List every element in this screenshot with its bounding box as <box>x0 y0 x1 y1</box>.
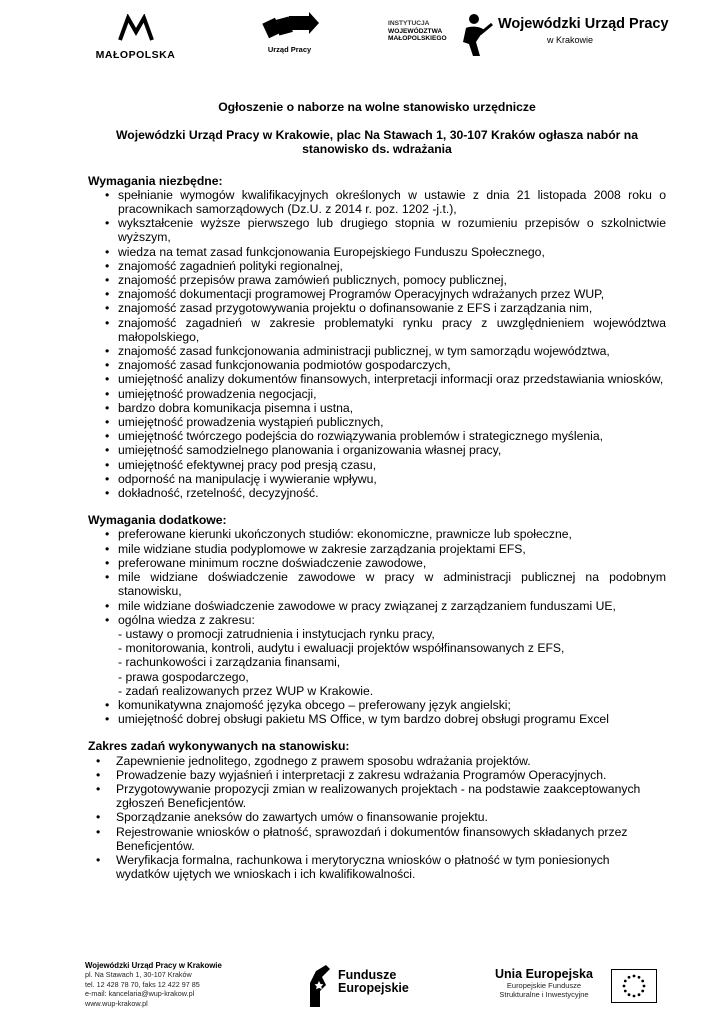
list-item: • znajomość zagadnień polityki regionalnej, <box>88 259 666 273</box>
eu-title: Unia Europejska <box>495 967 593 981</box>
footer-email[interactable]: e-mail: kancelaria@wup-krakow.pl <box>85 989 195 999</box>
knowledge-subitem: - monitorowania, kontroli, audytu i ewaluacji projektów współfinansowanych z EFS, <box>118 641 565 656</box>
list-item: • Rejestrowanie wniosków o płatność, sprawozdań i dokumentów finansowych składanych przez Beneficjentów. <box>88 825 666 853</box>
institution-label <box>388 20 454 43</box>
wup-logo <box>460 12 669 63</box>
list-item: • Sporządzanie aneksów do zawartych umów o finansowanie projektu. <box>88 810 666 824</box>
tasks-heading: Zakres zadań wykonywanych na stanowisku: <box>88 739 350 754</box>
list-item: • mile widziane studia podyplomowe w zakresie zarządzania projektami EFS, <box>88 542 666 556</box>
knowledge-subitem: - rachunkowości i zarządzania finansami, <box>118 655 341 670</box>
list-item: • Przygotowywanie propozycji zmian w realizowanych projektach - na podstawie zaakceptowanych zgłoszeń Beneficjentów. <box>88 782 666 810</box>
list-item: • umiejętność samodzielnego planowania i organizowania własnej pracy, <box>88 443 666 457</box>
wup-city: w Krakowie <box>547 35 594 45</box>
page-title: Ogłoszenie o naborze na wolne stanowisko urzędnicze <box>218 100 536 114</box>
list-item: • bardzo dobra komunikacja pisemna i ustna, <box>88 401 666 415</box>
wup-title: Wojewódzki Urząd Pracy <box>498 16 669 32</box>
malopolska-label: MAŁOPOLSKA <box>95 49 176 61</box>
unia-europejska-text <box>484 967 604 999</box>
fundusze-europejskie-logo <box>304 963 409 1012</box>
malopolska-emblem-icon <box>116 14 156 42</box>
footer-street: pl. Na Stawach 1, 30-107 Kraków <box>85 970 192 980</box>
list-item: • umiejętność analizy dokumentów finansowych, interpretacji informacji oraz przedstawiania wniosków, <box>88 372 666 386</box>
fundusze-europejskie-label <box>338 969 409 995</box>
list-item: • wykształcenie wyższe pierwszego lub drugiego stopnia w rozumieniu przepisów o szkolnictwie wyższym, <box>88 216 666 244</box>
list-item: • Zapewnienie jednolitego, zgodnego z prawem sposobu wdrażania projektów. <box>88 754 666 768</box>
list-item: • mile widziane doświadczenie zawodowe w pracy związanej z zarządzaniem funduszami UE, <box>88 599 666 613</box>
list-item: • umiejętność prowadzenia wystąpień publicznych, <box>88 415 666 429</box>
list-item: • dokładność, rzetelność, decyzyjność. <box>88 486 666 500</box>
list-item: • wiedza na temat zasad funkcjonowania Europejskiego Funduszu Społecznego, <box>88 245 666 259</box>
fe-line: Europejskie <box>338 981 409 995</box>
knowledge-subitem: - prawa gospodarczego, <box>118 669 249 684</box>
urzad-pracy-logo <box>252 10 327 54</box>
list-item: • znajomość zasad przygotowywania projektu o dofinansowanie z EFS i zarządzania nim, <box>88 301 666 315</box>
institution-line: WOJEWÓDZTWA <box>388 27 443 35</box>
urzad-pracy-label: Urząd Pracy <box>267 45 312 54</box>
wup-emblem-icon <box>460 12 494 58</box>
institution-line: MAŁOPOLSKIEGO <box>388 35 447 43</box>
list-item: • znajomość zagadnień w zakresie problematyki rynku pracy z uwzględnieniem województwa małopolskiego, <box>88 316 666 344</box>
list-item: • znajomość dokumentacji programowej Programów Operacyjnych wdrażanych przez WUP, <box>88 287 666 301</box>
list-item: • umiejętność efektywnej pracy pod presją czasu, <box>88 458 666 472</box>
list-item: • komunikatywna znajomość języka obcego – preferowany język angielski; <box>88 698 666 712</box>
footer-address <box>85 961 222 1008</box>
urzad-pracy-emblem-icon <box>259 10 321 42</box>
fe-line: Fundusze <box>338 968 397 982</box>
malopolska-logo <box>88 14 183 61</box>
footer-phone: tel. 12 428 78 70, faks 12 422 97 85 <box>85 979 200 989</box>
fundusze-europejskie-emblem-icon <box>304 963 334 1007</box>
knowledge-intro: • ogólna wiedza z zakresu: <box>118 612 255 627</box>
tasks-list <box>88 754 666 882</box>
list-item: • znajomość zasad funkcjonowania podmiotów gospodarczych, <box>88 358 666 372</box>
page-subtitle: Wojewódzki Urząd Pracy w Krakowie, plac Na Stawach 1, 30-107 Kraków ogłasza nabór na stanowisko ds. wdrażania <box>116 128 638 157</box>
institution-line: INSTYTUCJA <box>388 20 430 27</box>
list-item: • umiejętność dobrej obsługi pakietu MS Office, w tym bardzo dobrej obsługi programu Excel <box>88 712 666 726</box>
knowledge-subitem: - zadań realizowanych przez WUP w Krakowie. <box>118 683 374 698</box>
list-item: • odporność na manipulację i wywieranie wpływu, <box>88 472 666 486</box>
list-item: • Prowadzenie bazy wyjaśnień i interpretacji z zakresu wdrażania Programów Operacyjnych. <box>88 768 666 782</box>
list-item: • znajomość przepisów prawa zamówień publicznych, pomocy publicznej, <box>88 273 666 287</box>
required-list <box>88 188 666 500</box>
additional-list <box>88 527 666 726</box>
required-heading: Wymagania niezbędne: <box>88 173 223 188</box>
announcement-body <box>88 100 666 894</box>
eu-line: Strukturalne i Inwestycyjne <box>499 990 589 999</box>
list-item-knowledge <box>88 613 666 698</box>
list-item: • preferowane kierunki ukończonych studiów: ekonomiczne, prawnicze lub społeczne, <box>88 527 666 541</box>
knowledge-subitem: - ustawy o promocji zatrudnienia i instytucjach rynku pracy, <box>118 626 435 641</box>
list-item: • preferowane minimum roczne doświadczenie zawodowe, <box>88 556 666 570</box>
eu-line: Europejskie Fundusze <box>506 981 582 990</box>
list-item: • mile widziane doświadczenie zawodowe w pracy w administracji publicznej na podobnym stanowisku, <box>88 570 666 598</box>
footer-org-name: Wojewódzki Urząd Pracy w Krakowie <box>85 961 222 970</box>
list-item: • znajomość zasad funkcjonowania administracji publicznej, w tym samorządu województwa, <box>88 344 666 358</box>
additional-heading: Wymagania dodatkowe: <box>88 513 227 528</box>
list-item: • umiejętność prowadzenia negocjacji, <box>88 387 666 401</box>
eu-flag-icon <box>611 969 657 1003</box>
footer <box>0 955 725 1024</box>
header-logos <box>0 0 725 80</box>
list-item: • umiejętność twórczego podejścia do rozwiązywania problemów i strategicznego myślenia, <box>88 429 666 443</box>
list-item: • Weryfikacja formalna, rachunkowa i merytoryczna wniosków o płatność w tym poniesionych wydatków ujętych we wnioskach i ich kwalifikowalności. <box>88 853 666 881</box>
list-item: • spełnianie wymogów kwalifikacyjnych określonych w ustawie z dnia 21 listopada 2008 roku o pracownikach samorządowych (Dz.U. z 2014 r. poz. 1202 -j.t.), <box>88 188 666 216</box>
footer-website[interactable]: www.wup-krakow.pl <box>85 998 148 1008</box>
